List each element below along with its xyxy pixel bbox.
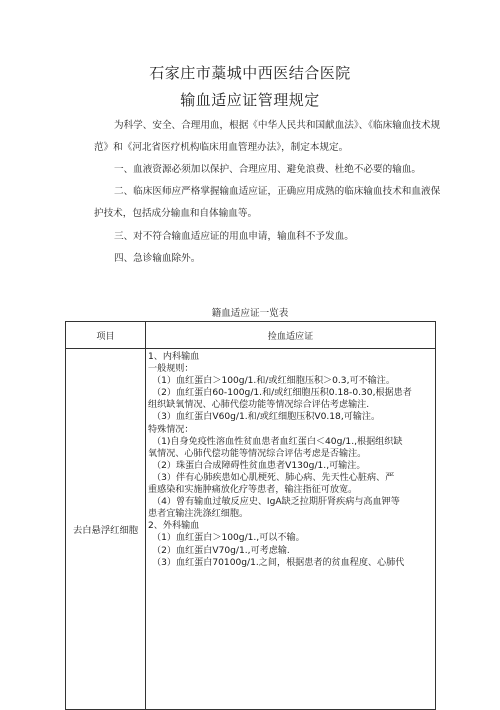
header-indication: 捡血适应证 bbox=[146, 322, 436, 349]
rule-1-paragraph: 一、血液资源必须加以保护、合理应用、避免浪费、杜绝不必要的输血。 bbox=[114, 164, 421, 175]
indication-line: 氧情况、心肺代偿功能等情况综合评估考虑是否输注。 bbox=[148, 448, 367, 459]
indication-lines bbox=[146, 349, 435, 569]
indication-content bbox=[146, 349, 435, 709]
indication-line: （2）珠蛋白合成障碍性贫血患者V130g/1.,可输注。 bbox=[152, 460, 366, 471]
indication-line: （2）血红蛋白60-100g/1.和/或红细胞压积0.18-0.30,根据患者 bbox=[152, 388, 412, 399]
indication-line: （1）血红蛋白＞100g/1.和/或红细胞压积＞0.3,可不输注。 bbox=[152, 376, 395, 387]
table-caption: 籍血适应证一览表 bbox=[211, 308, 289, 319]
page-cutoff bbox=[146, 701, 435, 709]
indication-line: （4）曾有输血过敏反应史、IgA缺乏拉期肝肾疾病与高血钾等 bbox=[152, 497, 400, 508]
indication-line: （2）血红蛋白V70g/1.,可考虑输. bbox=[152, 545, 290, 556]
indication-line: （3）伴有心肺疾患如心肌梗死、肺心病、先天性心脏病、严 bbox=[152, 472, 395, 483]
indication-line: （3）血红蛋白70100g/1.之间，根据患者的贫血程度、心肺代 bbox=[152, 557, 405, 568]
header-item: 项目 bbox=[66, 322, 146, 349]
indication-line: 1、内科输血 bbox=[148, 352, 200, 362]
indication-cell bbox=[146, 349, 436, 710]
row-label-red-cells: 去白悬浮红细胞 bbox=[66, 349, 146, 710]
indication-line: 一般规则： bbox=[148, 364, 194, 375]
table-row bbox=[66, 349, 436, 710]
rule-3-paragraph: 三、对不符合输血适应证的用血申请，输血科不予发血。 bbox=[114, 231, 354, 242]
hospital-name: 石家庄市藁城中西医结合医院 bbox=[149, 64, 351, 82]
indication-line: 组织缺氧情况、心肺代偿功能等情况综合评估考虑输注. bbox=[148, 400, 370, 411]
indication-line: 2、外科输血 bbox=[148, 521, 200, 532]
transfusion-indications-table bbox=[65, 321, 436, 710]
preamble-paragraph: 为科学、安全、合理用血，根据《中华人民共和国献血法》、《临床输血技术规范》和《河北省医疗机构临床用血管理办法》，制定本规定。 bbox=[94, 120, 441, 153]
indication-line: （1）血红蛋白＞100g/1.,可以不输。 bbox=[152, 533, 305, 544]
indication-line: 重感染和实施肿痛放化疗等患者，输注指征可放宽。 bbox=[148, 485, 358, 496]
indication-line: 特殊情况： bbox=[148, 424, 194, 435]
rule-4-paragraph: 四、急诊输血除外。 bbox=[114, 253, 201, 264]
rule-2-paragraph: 二、临床医师应严格掌握输血适应证，正确应用成熟的临床输血技术和血液保护技术，包括成分输血和自体输血等。 bbox=[94, 186, 441, 219]
indication-line: （3）血红蛋白V60g/1.和/或红细胞压积V0.18,可输注。 bbox=[152, 412, 381, 423]
indication-line: （1)自身免疫性溶血性贫血患者血红蛋白＜40g/1.,根据组织缺 bbox=[152, 436, 403, 447]
document-title: 输血适应证管理规定 bbox=[180, 91, 320, 109]
table-header-row bbox=[66, 322, 436, 349]
indication-line: 患者宜输注洗涤红细胞。 bbox=[148, 509, 249, 520]
